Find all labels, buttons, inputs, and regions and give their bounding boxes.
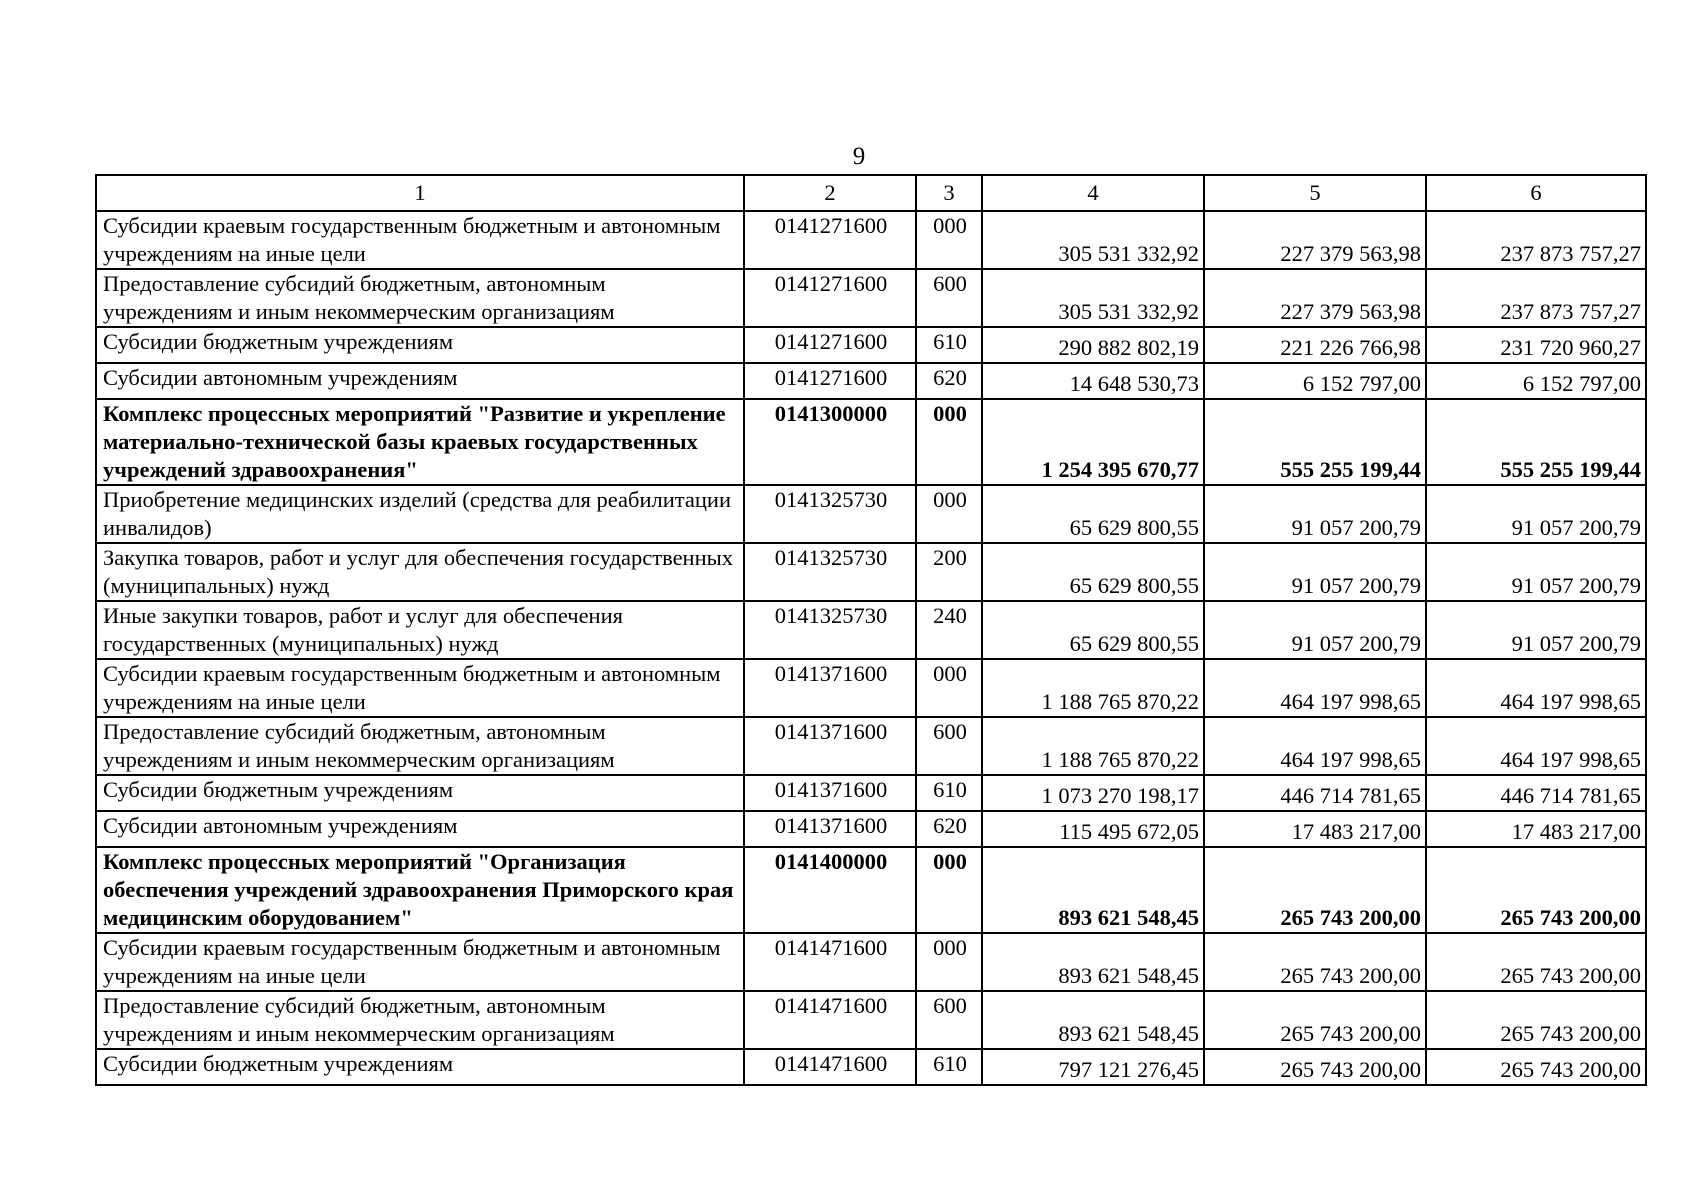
row-kind-cell: 600 (916, 269, 982, 327)
row-code-cell: 0141471600 (744, 933, 916, 991)
row-amount-col4: 115 495 672,05 (982, 811, 1204, 847)
table-row (96, 1049, 1646, 1085)
row-code-cell: 0141400000 (744, 847, 916, 933)
table-row (96, 485, 1646, 543)
table-row (96, 399, 1646, 485)
row-amount-col4: 65 629 800,55 (982, 543, 1204, 601)
table-row (96, 327, 1646, 363)
row-code-cell: 0141271600 (744, 211, 916, 269)
row-kind-cell: 000 (916, 211, 982, 269)
row-code-cell: 0141471600 (744, 1049, 916, 1085)
page-number: 9 (852, 143, 866, 170)
row-code-cell: 0141300000 (744, 399, 916, 485)
row-amount-col4: 893 621 548,45 (982, 847, 1204, 933)
row-amount-col4: 65 629 800,55 (982, 485, 1204, 543)
row-amount-col5: 91 057 200,79 (1204, 601, 1426, 659)
row-amount-col6: 265 743 200,00 (1426, 1049, 1646, 1085)
row-amount-col4: 65 629 800,55 (982, 601, 1204, 659)
row-amount-col6: 231 720 960,27 (1426, 327, 1646, 363)
row-amount-col4: 14 648 530,73 (982, 363, 1204, 399)
row-amount-col6: 555 255 199,44 (1426, 399, 1646, 485)
row-code-cell: 0141325730 (744, 543, 916, 601)
table-row (96, 659, 1646, 717)
row-name-cell: Субсидии бюджетным учреждениям (96, 1049, 744, 1085)
row-amount-col4: 1 188 765 870,22 (982, 717, 1204, 775)
row-amount-col6: 265 743 200,00 (1426, 991, 1646, 1049)
row-amount-col6: 17 483 217,00 (1426, 811, 1646, 847)
row-amount-col5: 555 255 199,44 (1204, 399, 1426, 485)
row-name-cell: Комплекс процессных мероприятий "Организация обеспечения учреждений здравоохранения Приморского края медицинским оборудованием" (96, 847, 744, 933)
row-amount-col6: 237 873 757,27 (1426, 211, 1646, 269)
row-name-cell: Предоставление субсидий бюджетным, автономным учреждениям и иным некоммерческим организациям (96, 717, 744, 775)
row-amount-col5: 265 743 200,00 (1204, 991, 1426, 1049)
row-name-cell: Закупка товаров, работ и услуг для обеспечения государственных (муниципальных) нужд (96, 543, 744, 601)
row-amount-col6: 91 057 200,79 (1426, 601, 1646, 659)
row-amount-col6: 91 057 200,79 (1426, 543, 1646, 601)
row-amount-col6: 446 714 781,65 (1426, 775, 1646, 811)
row-amount-col5: 265 743 200,00 (1204, 1049, 1426, 1085)
row-amount-col4: 1 073 270 198,17 (982, 775, 1204, 811)
table-row (96, 269, 1646, 327)
row-name-cell: Субсидии автономным учреждениям (96, 363, 744, 399)
row-kind-cell: 610 (916, 775, 982, 811)
row-kind-cell: 000 (916, 933, 982, 991)
row-amount-col5: 91 057 200,79 (1204, 543, 1426, 601)
row-amount-col5: 265 743 200,00 (1204, 847, 1426, 933)
row-kind-cell: 620 (916, 363, 982, 399)
row-amount-col6: 6 152 797,00 (1426, 363, 1646, 399)
row-kind-cell: 240 (916, 601, 982, 659)
row-name-cell: Субсидии автономным учреждениям (96, 811, 744, 847)
row-amount-col5: 446 714 781,65 (1204, 775, 1426, 811)
column-header: 5 (1204, 175, 1426, 211)
row-name-cell: Субсидии бюджетным учреждениям (96, 327, 744, 363)
row-amount-col4: 1 254 395 670,77 (982, 399, 1204, 485)
table-row (96, 933, 1646, 991)
table-row (96, 847, 1646, 933)
table-row (96, 363, 1646, 399)
row-name-cell: Субсидии краевым государственным бюджетным и автономным учреждениям на иные цели (96, 211, 744, 269)
row-kind-cell: 000 (916, 485, 982, 543)
table-row (96, 775, 1646, 811)
row-name-cell: Предоставление субсидий бюджетным, автономным учреждениям и иным некоммерческим организациям (96, 269, 744, 327)
row-amount-col4: 893 621 548,45 (982, 933, 1204, 991)
row-amount-col4: 305 531 332,92 (982, 211, 1204, 269)
row-code-cell: 0141325730 (744, 485, 916, 543)
row-code-cell: 0141371600 (744, 811, 916, 847)
row-kind-cell: 610 (916, 1049, 982, 1085)
row-amount-col4: 290 882 802,19 (982, 327, 1204, 363)
row-amount-col6: 464 197 998,65 (1426, 717, 1646, 775)
row-amount-col4: 893 621 548,45 (982, 991, 1204, 1049)
table-row (96, 717, 1646, 775)
row-name-cell: Приобретение медицинских изделий (средства для реабилитации инвалидов) (96, 485, 744, 543)
table-body (96, 175, 1646, 1085)
row-amount-col5: 227 379 563,98 (1204, 269, 1426, 327)
table-row (96, 601, 1646, 659)
row-code-cell: 0141271600 (744, 363, 916, 399)
row-kind-cell: 610 (916, 327, 982, 363)
column-header: 1 (96, 175, 744, 211)
table-row (96, 811, 1646, 847)
row-amount-col4: 1 188 765 870,22 (982, 659, 1204, 717)
table-header-row (96, 175, 1646, 211)
row-code-cell: 0141371600 (744, 775, 916, 811)
row-name-cell: Субсидии бюджетным учреждениям (96, 775, 744, 811)
row-kind-cell: 600 (916, 717, 982, 775)
row-kind-cell: 600 (916, 991, 982, 1049)
row-name-cell: Предоставление субсидий бюджетным, автономным учреждениям и иным некоммерческим организациям (96, 991, 744, 1049)
row-amount-col6: 91 057 200,79 (1426, 485, 1646, 543)
row-amount-col5: 91 057 200,79 (1204, 485, 1426, 543)
row-amount-col6: 265 743 200,00 (1426, 847, 1646, 933)
row-amount-col5: 17 483 217,00 (1204, 811, 1426, 847)
row-code-cell: 0141271600 (744, 269, 916, 327)
row-code-cell: 0141371600 (744, 659, 916, 717)
row-amount-col6: 464 197 998,65 (1426, 659, 1646, 717)
column-header: 2 (744, 175, 916, 211)
row-code-cell: 0141371600 (744, 717, 916, 775)
row-code-cell: 0141325730 (744, 601, 916, 659)
table-row (96, 991, 1646, 1049)
row-amount-col6: 237 873 757,27 (1426, 269, 1646, 327)
row-amount-col5: 265 743 200,00 (1204, 933, 1426, 991)
column-header: 6 (1426, 175, 1646, 211)
table-row (96, 543, 1646, 601)
row-amount-col5: 464 197 998,65 (1204, 659, 1426, 717)
budget-table (95, 174, 1647, 1086)
row-name-cell: Субсидии краевым государственным бюджетным и автономным учреждениям на иные цели (96, 659, 744, 717)
row-name-cell: Комплекс процессных мероприятий "Развитие и укрепление материально-технической базы краевых государственных учреждений здравоохранения" (96, 399, 744, 485)
column-header: 4 (982, 175, 1204, 211)
row-code-cell: 0141471600 (744, 991, 916, 1049)
row-name-cell: Иные закупки товаров, работ и услуг для обеспечения государственных (муниципальных) нужд (96, 601, 744, 659)
row-amount-col5: 221 226 766,98 (1204, 327, 1426, 363)
row-amount-col5: 464 197 998,65 (1204, 717, 1426, 775)
table-row (96, 211, 1646, 269)
row-amount-col4: 797 121 276,45 (982, 1049, 1204, 1085)
row-name-cell: Субсидии краевым государственным бюджетным и автономным учреждениям на иные цели (96, 933, 744, 991)
row-amount-col5: 6 152 797,00 (1204, 363, 1426, 399)
row-amount-col5: 227 379 563,98 (1204, 211, 1426, 269)
column-header: 3 (916, 175, 982, 211)
row-kind-cell: 620 (916, 811, 982, 847)
row-amount-col4: 305 531 332,92 (982, 269, 1204, 327)
row-code-cell: 0141271600 (744, 327, 916, 363)
row-kind-cell: 000 (916, 659, 982, 717)
row-kind-cell: 000 (916, 847, 982, 933)
row-kind-cell: 200 (916, 543, 982, 601)
row-amount-col6: 265 743 200,00 (1426, 933, 1646, 991)
row-kind-cell: 000 (916, 399, 982, 485)
